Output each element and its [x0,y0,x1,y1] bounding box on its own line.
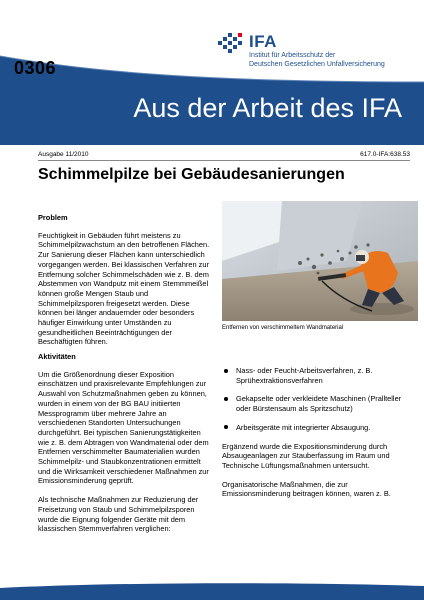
logo-subtitle [249,52,385,69]
list-item-text: Gekapselte oder verkleidete Maschinen (Prallteller oder Bürstensaum als Spritzschutz) [236,394,402,414]
photo-caption: Entfernen von verschimmeltem Wandmaterial [222,325,344,331]
problem-heading: Problem [38,213,68,222]
issue-number: 0306 [14,58,57,78]
page-title: Schimmelpilze bei Gebäudesanierungen [38,166,345,183]
series-title: Aus der Arbeit des IFA [133,93,402,123]
right-paragraph-1: Ergänzend wurde die Expositionsminderung durch Absaugeanlagen zur Stauberfassung im Raum und Technische Lüftungsmaßnahmen untersucht. [222,441,390,470]
list-item [222,394,410,413]
ifa-logo [218,32,418,72]
activities-paragraph-1: Um die Größenordnung dieser Exposition einschätzen und praxisrelevante Empfehlungen zur Auswahl von Schutzmaßnahmen geben zu können, wurden in einem von der BG BAU initiierten Messprogramm über mehrere Jahre an verschiedenen Standorten Untersuchungen durchgeführt. Bei typischen Sanierungstätigkeiten wie z. B. dem Abtragen von Wandmaterial oder dem Entfernen verschimmelter Baumaterialien wurden Schimmelpilz- und Staubkonzentrationen ermittelt und die Wirksamkeit verschiedener Maßnahmen zur Emissionsminderung geprüft. [38,369,209,486]
ifa-logo-icon [218,32,246,54]
list-item [222,423,410,433]
worker-photo-image [222,201,418,321]
activities-section [38,352,210,534]
list-item [222,366,410,385]
problem-text: Feuchtigkeit in Gebäuden führt meistens zu Schimmelpilzwachstum an den betroffenen Flächen. Zur Sanierung dieser Flächen kann unterschiedlich vorgegangen werden. Bei klassischen Verfahren zur Entfernung solcher Schimmelschäden wie z. B. dem Abstemmen von Wandputz mit einem Stemmmeißel können große Mengen Staub und Schimmelpilzsporen freigesetzt werden. Diese können bei länger andauernder oder besonders häufiger Einwirkung unter Umständen zu gesundheitlichen Beeinträchtigungen der Beschäftigten führen. [38,230,210,347]
bullet-icon [224,369,228,373]
bullet-icon [224,397,228,401]
footer-bar [0,580,424,600]
logo-subtitle-line1: Institut für Arbeitsschutz der [249,52,336,59]
activities-paragraph-2: Als technische Maßnahmen zur Reduzierung der Freisetzung von Staub und Schimmelpilzsporen wurde die Eignung folgender Geräte mit dem klassischen Stemmverfahren verglichen: [38,495,199,534]
right-column [222,366,410,499]
header-banner [0,0,424,145]
logo-subtitle-line2: Deutschen Gesetzlichen Unfallversicherung [249,60,385,68]
list-item-text: Nass- oder Feucht-Arbeitsverfahren, z. B. Sprühextraktionsverfahren [236,366,373,385]
worker-photo [222,201,418,321]
document-id: 617.0-IFA:638.53 [360,151,410,158]
problem-section [38,213,210,347]
activities-heading: Aktivitäten [38,352,76,361]
list-item-text: Arbeitsgeräte mit integrierter Absaugung. [236,422,371,432]
measures-list [222,366,410,433]
bullet-icon [224,425,228,429]
meta-divider [38,160,410,161]
edition-label: Ausgabe 11/2010 [38,151,89,158]
logo-name: IFA [249,32,277,51]
right-paragraph-2: Organisatorische Maßnahmen, die zur Emissionsminderung beitragen können, waren z. B. [222,479,391,499]
